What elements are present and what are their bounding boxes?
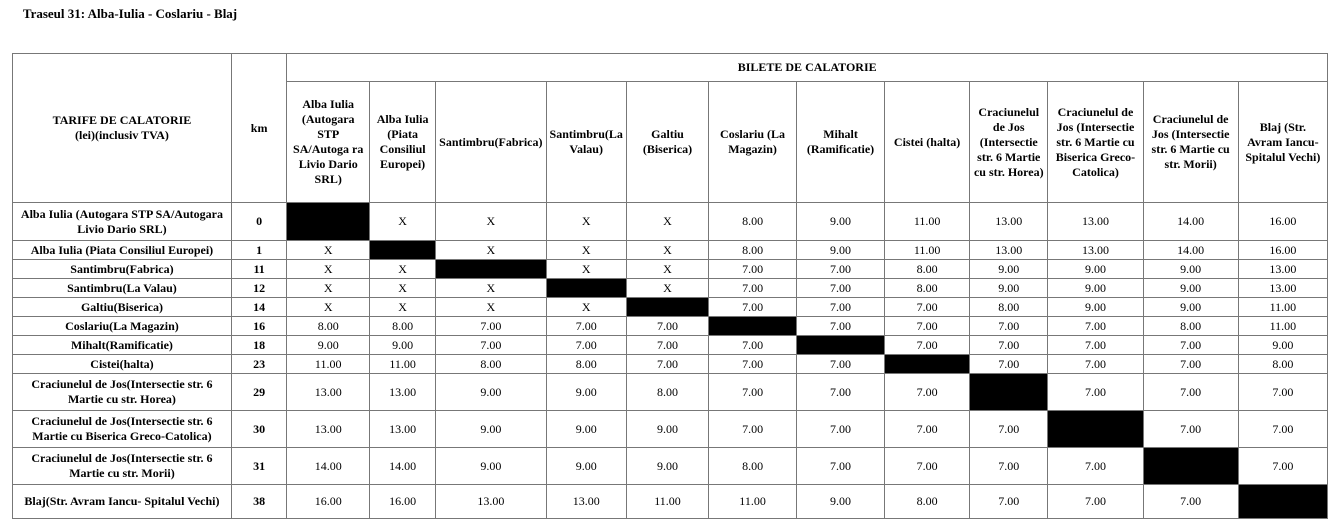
blocked-cell bbox=[370, 241, 436, 260]
column-header: Santimbru(La Valau) bbox=[546, 82, 626, 203]
fare-cell: 11.00 bbox=[370, 355, 436, 374]
km-cell: 23 bbox=[231, 355, 286, 374]
table-row bbox=[13, 336, 1328, 355]
fare-cell: 7.00 bbox=[1048, 317, 1143, 336]
fare-cell: X bbox=[287, 298, 370, 317]
fare-cell: 7.00 bbox=[970, 448, 1048, 485]
column-header: Craciunelul de Jos (Intersectie str. 6 Martie cu str. Horea) bbox=[970, 82, 1048, 203]
fare-cell: 9.00 bbox=[436, 374, 546, 411]
fare-cell: 7.00 bbox=[885, 298, 970, 317]
fare-cell: 13.00 bbox=[370, 374, 436, 411]
fare-cell: 9.00 bbox=[436, 448, 546, 485]
fare-cell: 14.00 bbox=[1143, 203, 1238, 241]
fare-cell: X bbox=[370, 203, 436, 241]
fare-cell: 8.00 bbox=[287, 317, 370, 336]
fare-cell: 9.00 bbox=[370, 336, 436, 355]
fare-cell: 7.00 bbox=[1238, 411, 1327, 448]
fare-cell: 14.00 bbox=[1143, 241, 1238, 260]
fare-cell: X bbox=[546, 260, 626, 279]
fare-cell: 16.00 bbox=[1238, 241, 1327, 260]
fare-cell: 13.00 bbox=[970, 241, 1048, 260]
table-row bbox=[13, 485, 1328, 519]
fare-cell: X bbox=[370, 279, 436, 298]
fare-cell: 7.00 bbox=[970, 485, 1048, 519]
fare-cell: 11.00 bbox=[709, 485, 797, 519]
fare-cell: 13.00 bbox=[1048, 203, 1143, 241]
km-cell: 0 bbox=[231, 203, 286, 241]
fare-cell: 9.00 bbox=[436, 411, 546, 448]
fare-cell: 7.00 bbox=[1048, 374, 1143, 411]
fare-cell: 9.00 bbox=[1143, 260, 1238, 279]
fare-cell: 7.00 bbox=[1143, 485, 1238, 519]
blocked-cell bbox=[970, 374, 1048, 411]
fare-cell: 7.00 bbox=[796, 374, 884, 411]
row-header: Coslariu(La Magazin) bbox=[13, 317, 232, 336]
fare-cell: 7.00 bbox=[709, 279, 797, 298]
fare-cell: 14.00 bbox=[287, 448, 370, 485]
page-title: Traseul 31: Alba-Iulia - Coslariu - Blaj bbox=[22, 6, 238, 21]
table-row bbox=[13, 448, 1328, 485]
column-header: Craciunelul de Jos (Intersectie str. 6 Martie cu Biserica Greco-Catolica) bbox=[1048, 82, 1143, 203]
fare-cell: 9.00 bbox=[1143, 279, 1238, 298]
fare-cell: 13.00 bbox=[970, 203, 1048, 241]
blocked-cell bbox=[1048, 411, 1143, 448]
fare-cell: X bbox=[436, 241, 546, 260]
row-header: Craciunelul de Jos(Intersectie str. 6 Martie cu str. Morii) bbox=[13, 448, 232, 485]
km-header: km bbox=[231, 54, 286, 203]
fare-cell: 7.00 bbox=[626, 317, 708, 336]
fare-cell: 9.00 bbox=[796, 203, 884, 241]
fare-cell: 7.00 bbox=[709, 374, 797, 411]
fare-cell: 8.00 bbox=[1238, 355, 1327, 374]
fare-cell: X bbox=[370, 298, 436, 317]
fare-cell: 7.00 bbox=[796, 260, 884, 279]
fare-cell: 7.00 bbox=[709, 336, 797, 355]
fare-cell: 7.00 bbox=[1143, 374, 1238, 411]
fare-cell: X bbox=[287, 241, 370, 260]
fare-cell: 8.00 bbox=[626, 374, 708, 411]
fare-cell: 16.00 bbox=[1238, 203, 1327, 241]
fare-cell: X bbox=[436, 203, 546, 241]
fare-cell: 9.00 bbox=[287, 336, 370, 355]
row-header: Santimbru(Fabrica) bbox=[13, 260, 232, 279]
fare-cell: 7.00 bbox=[796, 448, 884, 485]
fare-cell: 7.00 bbox=[970, 355, 1048, 374]
fare-cell: 13.00 bbox=[1238, 260, 1327, 279]
table-row bbox=[13, 355, 1328, 374]
fare-cell: 8.00 bbox=[885, 260, 970, 279]
column-header: Alba Iulia (Piata Consiliul Europei) bbox=[370, 82, 436, 203]
fare-cell: 7.00 bbox=[436, 317, 546, 336]
fare-cell: 7.00 bbox=[626, 355, 708, 374]
fare-cell: 8.00 bbox=[709, 241, 797, 260]
fare-cell: 7.00 bbox=[796, 317, 884, 336]
fare-cell: X bbox=[436, 279, 546, 298]
corner-header: TARIFE DE CALATORIE (lei)(inclusiv TVA) bbox=[13, 54, 232, 203]
fare-cell: 7.00 bbox=[885, 336, 970, 355]
fare-cell: 7.00 bbox=[1048, 485, 1143, 519]
fare-cell: 7.00 bbox=[1048, 336, 1143, 355]
fare-cell: 7.00 bbox=[1048, 448, 1143, 485]
fare-cell: 9.00 bbox=[796, 485, 884, 519]
fare-cell: X bbox=[287, 279, 370, 298]
fare-cell: 9.00 bbox=[970, 260, 1048, 279]
row-header: Santimbru(La Valau) bbox=[13, 279, 232, 298]
table-row bbox=[13, 374, 1328, 411]
column-header: Blaj (Str. Avram Iancu-Spitalul Vechi) bbox=[1238, 82, 1327, 203]
fare-cell: 9.00 bbox=[626, 448, 708, 485]
fare-cell: 7.00 bbox=[626, 336, 708, 355]
fare-cell: 13.00 bbox=[1048, 241, 1143, 260]
fare-cell: 11.00 bbox=[287, 355, 370, 374]
blocked-cell bbox=[626, 298, 708, 317]
fare-cell: 7.00 bbox=[796, 298, 884, 317]
fare-cell: 7.00 bbox=[709, 298, 797, 317]
fare-cell: 13.00 bbox=[287, 374, 370, 411]
blocked-cell bbox=[287, 203, 370, 241]
blocked-cell bbox=[1143, 448, 1238, 485]
row-header: Craciunelul de Jos(Intersectie str. 6 Martie cu str. Horea) bbox=[13, 374, 232, 411]
row-header: Blaj(Str. Avram Iancu- Spitalul Vechi) bbox=[13, 485, 232, 519]
km-cell: 31 bbox=[231, 448, 286, 485]
km-cell: 14 bbox=[231, 298, 286, 317]
row-header: Alba Iulia (Piata Consiliul Europei) bbox=[13, 241, 232, 260]
column-header: Cistei (halta) bbox=[885, 82, 970, 203]
fare-cell: X bbox=[546, 241, 626, 260]
fare-cell: 9.00 bbox=[796, 241, 884, 260]
km-cell: 11 bbox=[231, 260, 286, 279]
column-header: Santimbru(Fabrica) bbox=[436, 82, 546, 203]
fare-cell: X bbox=[436, 298, 546, 317]
fare-cell: X bbox=[626, 260, 708, 279]
fare-cell: 7.00 bbox=[970, 317, 1048, 336]
fare-cell: 13.00 bbox=[436, 485, 546, 519]
km-cell: 30 bbox=[231, 411, 286, 448]
fare-cell: 8.00 bbox=[546, 355, 626, 374]
fare-cell: 11.00 bbox=[626, 485, 708, 519]
blocked-cell bbox=[796, 336, 884, 355]
km-cell: 18 bbox=[231, 336, 286, 355]
fare-cell: 11.00 bbox=[1238, 317, 1327, 336]
fare-cell: 9.00 bbox=[1143, 298, 1238, 317]
blocked-cell bbox=[546, 279, 626, 298]
fare-cell: 7.00 bbox=[709, 411, 797, 448]
table-row bbox=[13, 279, 1328, 298]
fare-cell: 9.00 bbox=[1048, 279, 1143, 298]
fare-cell: 8.00 bbox=[1143, 317, 1238, 336]
fare-cell: 11.00 bbox=[885, 241, 970, 260]
fare-cell: X bbox=[626, 279, 708, 298]
column-header: Alba Iulia (Autogara STP SA/Autoga ra Livio Dario SRL) bbox=[287, 82, 370, 203]
fare-cell: 13.00 bbox=[370, 411, 436, 448]
fare-cell: 16.00 bbox=[287, 485, 370, 519]
fare-cell: 9.00 bbox=[546, 374, 626, 411]
fare-cell: 8.00 bbox=[885, 279, 970, 298]
fare-cell: 7.00 bbox=[1143, 336, 1238, 355]
row-header: Mihalt(Ramificatie) bbox=[13, 336, 232, 355]
column-header: Coslariu (La Magazin) bbox=[709, 82, 797, 203]
fare-cell: 13.00 bbox=[1238, 279, 1327, 298]
km-cell: 38 bbox=[231, 485, 286, 519]
fare-cell: 7.00 bbox=[885, 448, 970, 485]
fare-cell: 9.00 bbox=[1238, 336, 1327, 355]
column-header: Craciunelul de Jos (Intersectie str. 6 Martie cu str. Morii) bbox=[1143, 82, 1238, 203]
fare-cell: 8.00 bbox=[370, 317, 436, 336]
group-header: BILETE DE CALATORIE bbox=[287, 54, 1328, 82]
fare-cell: X bbox=[546, 298, 626, 317]
fare-cell: 7.00 bbox=[709, 355, 797, 374]
fare-cell: 7.00 bbox=[885, 411, 970, 448]
fare-cell: 13.00 bbox=[546, 485, 626, 519]
fare-cell: 8.00 bbox=[436, 355, 546, 374]
fare-cell: X bbox=[370, 260, 436, 279]
fare-cell: 9.00 bbox=[546, 411, 626, 448]
table-row bbox=[13, 241, 1328, 260]
fare-table bbox=[12, 53, 1328, 519]
fare-cell: 9.00 bbox=[1048, 298, 1143, 317]
fare-cell: 9.00 bbox=[1048, 260, 1143, 279]
fare-cell: 9.00 bbox=[626, 411, 708, 448]
row-header: Cistei(halta) bbox=[13, 355, 232, 374]
blocked-cell bbox=[885, 355, 970, 374]
fare-cell: 11.00 bbox=[1238, 298, 1327, 317]
km-cell: 1 bbox=[231, 241, 286, 260]
fare-cell: 7.00 bbox=[546, 317, 626, 336]
fare-cell: 9.00 bbox=[970, 279, 1048, 298]
fare-cell: 7.00 bbox=[1143, 411, 1238, 448]
km-cell: 29 bbox=[231, 374, 286, 411]
row-header: Alba Iulia (Autogara STP SA/Autogara Livio Dario SRL) bbox=[13, 203, 232, 241]
km-cell: 12 bbox=[231, 279, 286, 298]
fare-cell: 7.00 bbox=[970, 336, 1048, 355]
blocked-cell bbox=[1238, 485, 1327, 519]
table-row bbox=[13, 317, 1328, 336]
row-header: Galtiu(Biserica) bbox=[13, 298, 232, 317]
fare-cell: 7.00 bbox=[1238, 448, 1327, 485]
fare-cell: 14.00 bbox=[370, 448, 436, 485]
fare-cell: 9.00 bbox=[546, 448, 626, 485]
fare-cell: 16.00 bbox=[370, 485, 436, 519]
blocked-cell bbox=[436, 260, 546, 279]
fare-cell: 7.00 bbox=[709, 260, 797, 279]
fare-cell: X bbox=[546, 203, 626, 241]
fare-cell: 8.00 bbox=[970, 298, 1048, 317]
column-header: Galtiu (Biserica) bbox=[626, 82, 708, 203]
row-header: Craciunelul de Jos(Intersectie str. 6 Martie cu Biserica Greco-Catolica) bbox=[13, 411, 232, 448]
fare-cell: 7.00 bbox=[1048, 355, 1143, 374]
fare-cell: X bbox=[626, 241, 708, 260]
table-row bbox=[13, 203, 1328, 241]
fare-cell: X bbox=[626, 203, 708, 241]
fare-cell: 13.00 bbox=[287, 411, 370, 448]
fare-cell: 7.00 bbox=[970, 411, 1048, 448]
fare-cell: 7.00 bbox=[546, 336, 626, 355]
fare-cell: 8.00 bbox=[709, 448, 797, 485]
table-row bbox=[13, 298, 1328, 317]
table-row bbox=[13, 411, 1328, 448]
blocked-cell bbox=[709, 317, 797, 336]
fare-cell: 11.00 bbox=[885, 203, 970, 241]
fare-cell: 7.00 bbox=[1238, 374, 1327, 411]
column-header: Mihalt (Ramificatie) bbox=[796, 82, 884, 203]
fare-cell: 7.00 bbox=[436, 336, 546, 355]
fare-cell: 7.00 bbox=[885, 374, 970, 411]
fare-cell: X bbox=[287, 260, 370, 279]
km-cell: 16 bbox=[231, 317, 286, 336]
fare-cell: 7.00 bbox=[796, 411, 884, 448]
fare-cell: 8.00 bbox=[885, 485, 970, 519]
fare-cell: 7.00 bbox=[796, 279, 884, 298]
table-row bbox=[13, 260, 1328, 279]
fare-cell: 8.00 bbox=[709, 203, 797, 241]
fare-cell: 7.00 bbox=[1143, 355, 1238, 374]
fare-cell: 7.00 bbox=[796, 355, 884, 374]
fare-cell: 7.00 bbox=[885, 317, 970, 336]
